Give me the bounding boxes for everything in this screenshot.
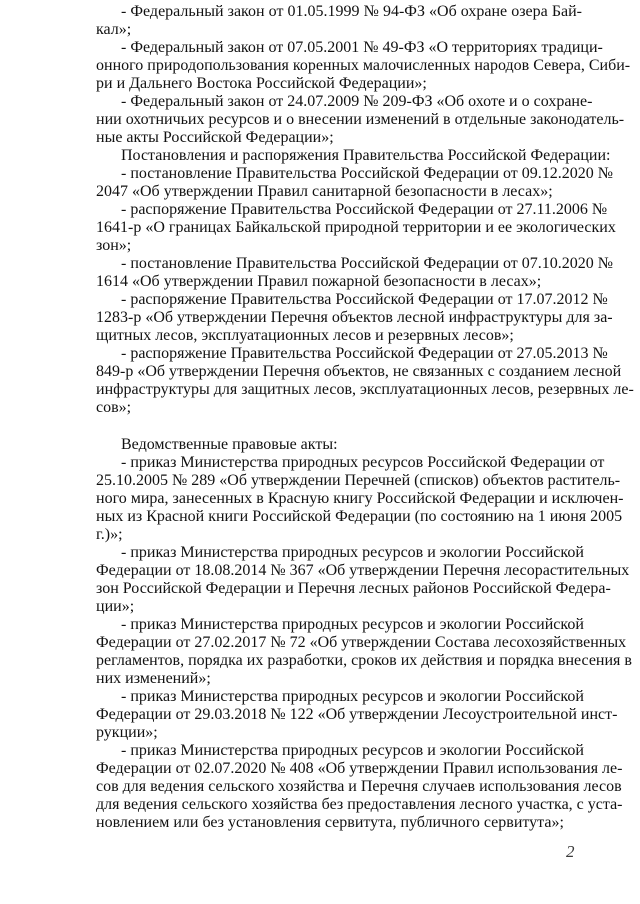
text-line: - распоряжение Правительства Российской Федерации от 27.05.2013 № — [121, 345, 608, 362]
text-line: сов»; — [96, 399, 132, 416]
page-number: 2 — [566, 842, 575, 861]
text-line: зон»; — [96, 237, 132, 254]
text-line: - распоряжение Правительства Российской Федерации от 17.07.2012 № — [121, 291, 608, 308]
text-line: онного природопользования коренных малочисленных народов Севера, Сиби- — [96, 57, 631, 74]
text-line: рукции»; — [96, 724, 158, 741]
section-heading: Ведомственные правовые акты: — [121, 436, 338, 453]
text-line: - приказ Министерства природных ресурсов и экологии Российской — [121, 742, 584, 759]
text-line: - приказ Министерства природных ресурсов Российской Федерации от — [121, 454, 605, 471]
text-line: Федерации от 27.02.2017 № 72 «Об утверждении Состава лесохозяйственных — [96, 634, 627, 651]
text-line: щитных лесов, эксплуатационных лесов и резервных лесов»; — [96, 327, 514, 344]
text-line: ции»; — [96, 598, 135, 615]
text-line: них изменений»; — [96, 670, 211, 687]
text-line: - приказ Министерства природных ресурсов и экологии Российской — [121, 616, 584, 633]
text-line: - постановление Правительства Российской Федерации от 07.10.2020 № — [121, 255, 614, 272]
text-line: 1641-р «О границах Байкальской природной территории и ее экологических — [96, 219, 616, 236]
text-line: - приказ Министерства природных ресурсов и экологии Российской — [121, 544, 584, 561]
text-line: новлением или без установления сервитута, публичного сервитута»; — [96, 814, 564, 831]
text-line: Федерации от 02.07.2020 № 408 «Об утверждении Правил использования ле- — [96, 760, 623, 777]
text-line: кал»; — [96, 21, 132, 38]
text-line: ри и Дальнего Востока Российской Федерации»; — [96, 75, 427, 92]
text-line: ные акты Российской Федерации»; — [96, 129, 334, 146]
text-line: ного мира, занесенных в Красную книгу Российской Федерации и исключен- — [96, 490, 624, 507]
text-line: сов для ведения сельского хозяйства и Перечня случаев использования лесов — [96, 778, 622, 795]
text-line: Федерации от 29.03.2018 № 122 «Об утверждении Лесоустроительной инст- — [96, 706, 618, 723]
text-line: - распоряжение Правительства Российской Федерации от 27.11.2006 № — [121, 201, 608, 218]
text-line: для ведения сельского хозяйства без предоставления лесного участка, с уста- — [96, 796, 623, 813]
text-line: ных из Красной книги Российской Федерации (по состоянию на 1 июня 2005 — [96, 508, 623, 525]
section-heading: Постановления и распоряжения Правительства Российской Федерации: — [121, 147, 611, 164]
text-line: - постановление Правительства Российской Федерации от 09.12.2020 № — [121, 165, 614, 182]
text-line: Федерации от 18.08.2014 № 367 «Об утверждении Перечня лесорастительных — [96, 562, 630, 579]
text-line: нии охотничьих ресурсов и о внесении изменений в отдельные законодатель- — [96, 111, 625, 128]
text-line: регламентов, порядка их разработки, сроков их действия и порядка внесения в — [96, 652, 632, 669]
text-line: инфраструктуры для защитных лесов, эксплуатационных лесов, резервных ле- — [96, 381, 634, 398]
text-line: 849-р «Об утверждении Перечня объектов, не связанных с созданием лесной — [96, 363, 622, 380]
text-line: - Федеральный закон от 07.05.2001 № 49-ФЗ «О территориях традици- — [121, 39, 603, 56]
text-line: - приказ Министерства природных ресурсов и экологии Российской — [121, 688, 584, 705]
text-line: - Федеральный закон от 01.05.1999 № 94-ФЗ «Об охране озера Бай- — [121, 3, 582, 20]
text-line: - Федеральный закон от 24.07.2009 № 209-ФЗ «Об охоте и о сохране- — [121, 93, 593, 110]
text-line: 1614 «Об утверждении Правил пожарной безопасности в лесах»; — [96, 273, 542, 290]
text-line: г.)»; — [96, 526, 123, 543]
text-line: 25.10.2005 № 289 «Об утверждении Перечней (списков) объектов раститель- — [96, 472, 621, 489]
text-line: 2047 «Об утверждении Правил санитарной безопасности в лесах»; — [96, 183, 553, 200]
text-line: зон Российской Федерации и Перечня лесных районов Российской Федера- — [96, 580, 611, 597]
text-line: 1283-р «Об утверждении Перечня объектов лесной инфраструктуры для за- — [96, 309, 613, 326]
